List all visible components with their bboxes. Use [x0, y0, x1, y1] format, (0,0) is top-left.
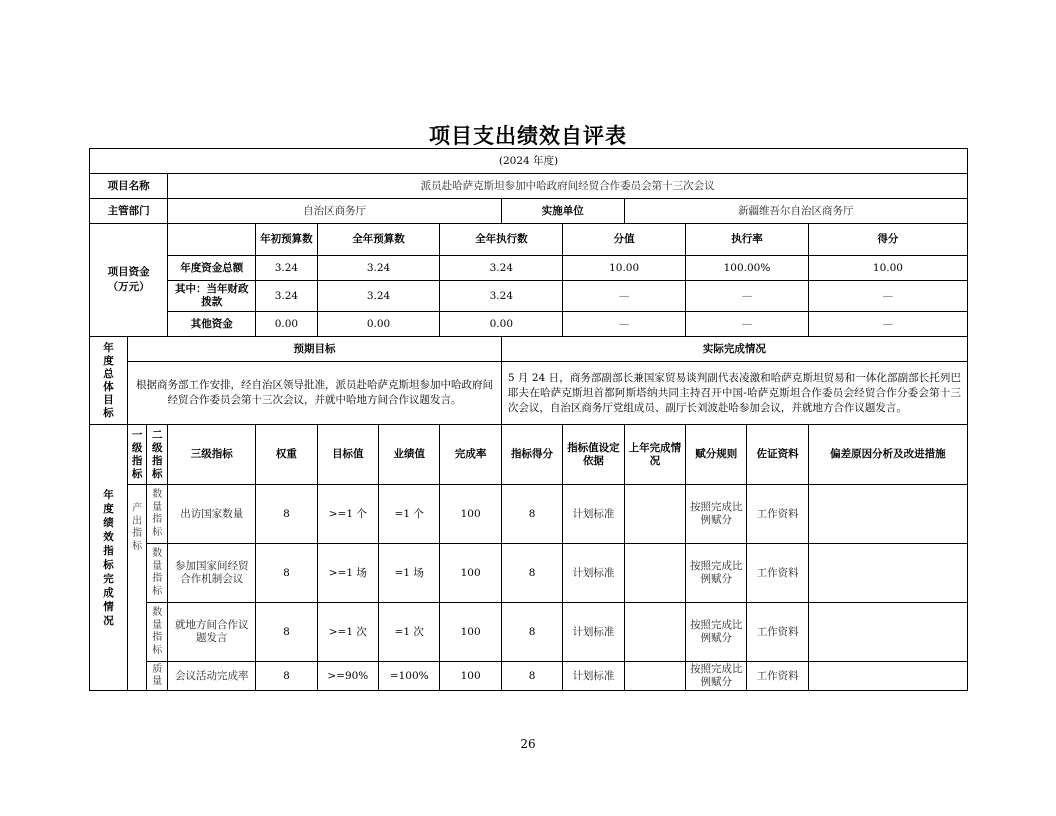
goals-label-text: 年度总体目标: [103, 341, 114, 419]
header-rule: 赋分规则: [686, 425, 747, 485]
funds-cell: 3.24: [440, 256, 563, 281]
page-title: 项目支出绩效自评表: [429, 124, 627, 148]
evidence-cell: 工作资料: [747, 485, 808, 544]
goals-label: [90, 337, 128, 425]
funds-header-exec: 全年执行数: [440, 224, 563, 256]
impl-unit-label: 实施单位: [501, 199, 624, 224]
evidence-cell: 工作资料: [747, 603, 808, 662]
funds-header-rate: 执行率: [686, 224, 809, 256]
rule-cell: 按照完成比例赋分: [686, 603, 747, 662]
basis-cell: 计划标准: [563, 603, 624, 662]
level2-cell: [147, 544, 168, 603]
funds-cell: —: [808, 281, 967, 312]
actual-cell: =1 次: [379, 603, 440, 662]
funds-cell: —: [563, 281, 686, 312]
rate-cell: 100: [440, 603, 501, 662]
actual-goal-text: 5 月 24 日，商务部副部长兼国家贸易谈判副代表凌激和哈萨克斯坦贸易和一体化部副部长托列巴耶夫在哈萨克斯坦首都阿斯塔纳共同主持召开中国-哈萨克斯坦合作委员会经贸合作分委会第十三次会议，自治区商务厅党组成员、副厅长刘波赴哈参加会议，并就地方合作议题发言。: [501, 362, 967, 425]
funds-label-text: 项目资金（万元）: [107, 266, 150, 293]
header-level1-text: 一级指标: [131, 428, 143, 480]
funds-header-initial: 年初预算数: [256, 224, 317, 256]
header-level3: 三级指标: [168, 425, 256, 485]
target-cell: >=1 次: [317, 603, 378, 662]
analysis-cell: [808, 485, 967, 544]
funds-cell: 10.00: [808, 256, 967, 281]
rate-cell: 100: [440, 485, 501, 544]
expected-goal-header: 预期目标: [128, 337, 502, 362]
funds-cell: —: [686, 312, 809, 337]
rule-cell: 按照完成比例赋分: [686, 544, 747, 603]
year-cell: (2024 年度): [90, 149, 968, 174]
score-cell: 8: [501, 544, 562, 603]
expected-goal-text: 根据商务部工作安排，经自治区领导批准，派员赴哈萨克斯坦参加中哈政府间经贸合作委员会第十三次会议，并就中哈地方间合作议题发言。: [128, 362, 502, 425]
header-rate: 完成率: [440, 425, 501, 485]
level3-cell: 就地方间合作议题发言: [168, 603, 256, 662]
funds-cell: 3.24: [256, 256, 317, 281]
basis-cell: 计划标准: [563, 662, 624, 691]
level3-cell: 参加国家间经贸合作机制会议: [168, 544, 256, 603]
level2-text: 数量指标: [152, 548, 163, 597]
header-level2: [147, 425, 168, 485]
indicator-section-text: 年度绩效指标完成情况: [103, 488, 114, 627]
funds-cell: 0.00: [317, 312, 440, 337]
analysis-cell: [808, 603, 967, 662]
actual-cell: =100%: [379, 662, 440, 691]
score-cell: 8: [501, 603, 562, 662]
funds-row-fiscal-name: 其中：当年财政拨款: [168, 281, 256, 312]
score-cell: 8: [501, 485, 562, 544]
basis-cell: 计划标准: [563, 485, 624, 544]
funds-cell: 3.24: [317, 256, 440, 281]
header-evidence: 佐证资料: [747, 425, 808, 485]
actual-cell: =1 场: [379, 544, 440, 603]
score-cell: 8: [501, 662, 562, 691]
rate-cell: 100: [440, 662, 501, 691]
funds-row-total-name: 年度资金总额: [168, 256, 256, 281]
analysis-cell: [808, 544, 967, 603]
funds-cell: 3.24: [317, 281, 440, 312]
rule-cell: 按照完成比例赋分: [686, 662, 747, 691]
level3-cell: 会议活动完成率: [168, 662, 256, 691]
level2-text: 数量指标: [152, 607, 163, 656]
page-number: 26: [520, 737, 536, 751]
weight-cell: 8: [256, 485, 317, 544]
header-score: 指标得分: [501, 425, 562, 485]
funds-cell: —: [686, 281, 809, 312]
target-cell: >=1 场: [317, 544, 378, 603]
actual-goal-header: 实际完成情况: [501, 337, 967, 362]
header-level1: [128, 425, 147, 485]
funds-row-other-name: 其他资金: [168, 312, 256, 337]
last-year-cell: [624, 662, 685, 691]
dept-value: 自治区商务厅: [168, 199, 502, 224]
target-cell: >=90%: [317, 662, 378, 691]
level2-cell: [147, 485, 168, 544]
project-name-label: 项目名称: [90, 174, 168, 199]
funds-cell: 0.00: [440, 312, 563, 337]
header-actual: 业绩值: [379, 425, 440, 485]
project-name-value: 派员赴哈萨克斯坦参加中哈政府间经贸合作委员会第十三次会议: [168, 174, 968, 199]
funds-header-blank: [168, 224, 256, 256]
evidence-cell: 工作资料: [747, 544, 808, 603]
level2-text: 数量指标: [152, 489, 163, 538]
weight-cell: 8: [256, 544, 317, 603]
funds-cell: —: [808, 312, 967, 337]
header-weight: 权重: [256, 425, 317, 485]
impl-unit-value: 新疆维吾尔自治区商务厅: [624, 199, 967, 224]
header-target: 目标值: [317, 425, 378, 485]
weight-cell: 8: [256, 662, 317, 691]
last-year-cell: [624, 603, 685, 662]
actual-cell: =1 个: [379, 485, 440, 544]
analysis-cell: [808, 662, 967, 691]
funds-cell: —: [563, 312, 686, 337]
funds-cell: 100.00%: [686, 256, 809, 281]
performance-table: [89, 148, 968, 691]
last-year-cell: [624, 485, 685, 544]
rate-cell: 100: [440, 544, 501, 603]
level1-output: [128, 485, 147, 691]
funds-cell: 3.24: [256, 281, 317, 312]
funds-cell: 10.00: [563, 256, 686, 281]
funds-cell: 0.00: [256, 312, 317, 337]
dept-label: 主管部门: [90, 199, 168, 224]
header-last-year: 上年完成情况: [624, 425, 685, 485]
weight-cell: 8: [256, 603, 317, 662]
header-basis: 指标值设定依据: [563, 425, 624, 485]
level2-cell: [147, 603, 168, 662]
level1-output-text: 产出指标: [132, 503, 143, 552]
basis-cell: 计划标准: [563, 544, 624, 603]
level2-cell: [147, 662, 168, 691]
evidence-cell: 工作资料: [747, 662, 808, 691]
funds-header-score: 得分: [808, 224, 967, 256]
funds-header-annual: 全年预算数: [317, 224, 440, 256]
funds-cell: 3.24: [440, 281, 563, 312]
header-level2-text: 二级指标: [151, 428, 163, 480]
funds-header-points: 分值: [563, 224, 686, 256]
last-year-cell: [624, 544, 685, 603]
rule-cell: 按照完成比例赋分: [686, 485, 747, 544]
indicator-section-label: [90, 425, 128, 691]
funds-label: [90, 224, 168, 337]
target-cell: >=1 个: [317, 485, 378, 544]
level2-text: 质量: [152, 663, 163, 687]
level3-cell: 出访国家数量: [168, 485, 256, 544]
header-analysis: 偏差原因分析及改进措施: [808, 425, 967, 485]
